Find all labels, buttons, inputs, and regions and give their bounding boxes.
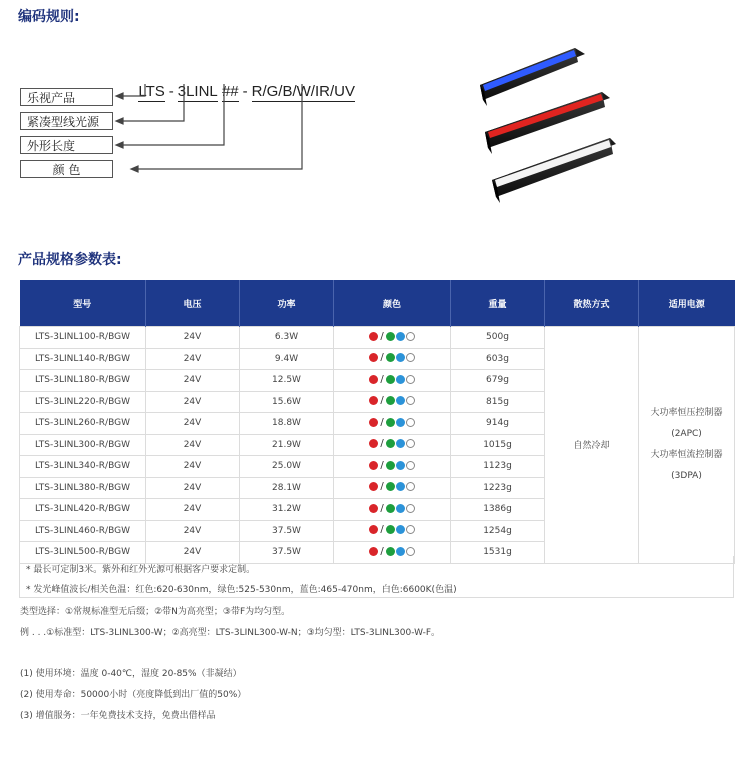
color-dot-icon <box>406 525 415 534</box>
cell-color <box>334 348 451 370</box>
cell-weight: 679g <box>451 370 545 392</box>
cell-power: 6.3W <box>240 327 334 349</box>
color-dots <box>369 395 414 406</box>
code-part-type: 3LINL <box>177 83 218 100</box>
cell-weight: 1531g <box>451 542 545 564</box>
cell-model: LTS-3LINL460-R/BGW <box>20 520 146 542</box>
color-dots <box>369 524 414 535</box>
color-separator: / <box>380 416 384 428</box>
cell-voltage: 24V <box>146 520 240 542</box>
cell-power: 28.1W <box>240 477 334 499</box>
color-separator: / <box>380 352 384 364</box>
code-part-color: R/G/B/W/IR/UV <box>251 83 355 100</box>
cell-weight: 1015g <box>451 434 545 456</box>
header-weight: 重量 <box>451 280 545 327</box>
note-max-length: * 最长可定制3米。紫外和红外光源可根据客户要求定制。 <box>26 565 256 575</box>
cell-color <box>334 327 451 349</box>
color-dot-icon <box>386 547 395 556</box>
cell-weight: 914g <box>451 413 545 435</box>
color-dot-icon <box>386 396 395 405</box>
cell-color <box>334 413 451 435</box>
color-dots <box>369 352 414 363</box>
color-dot-icon <box>406 547 415 556</box>
white-light-bar <box>492 138 616 203</box>
cell-power: 18.8W <box>240 413 334 435</box>
color-dot-icon <box>369 418 378 427</box>
color-dot-icon <box>369 332 378 341</box>
color-dot-icon <box>406 375 415 384</box>
cell-model: LTS-3LINL420-R/BGW <box>20 499 146 521</box>
color-dot-icon <box>386 375 395 384</box>
usage-lifetime: (2) 使用寿命：50000小时（亮度降低到出厂值的50%） <box>20 690 247 700</box>
cell-voltage: 24V <box>146 370 240 392</box>
color-dot-icon <box>406 482 415 491</box>
color-separator: / <box>380 395 384 407</box>
color-dot-icon <box>386 504 395 513</box>
cell-power: 9.4W <box>240 348 334 370</box>
cell-power: 37.5W <box>240 520 334 542</box>
power-supply-line: (3DPA) <box>671 470 702 481</box>
color-dot-icon <box>369 547 378 556</box>
color-separator: / <box>380 502 384 514</box>
cell-voltage: 24V <box>146 434 240 456</box>
color-dot-icon <box>396 375 405 384</box>
cell-weight: 1386g <box>451 499 545 521</box>
color-separator: / <box>380 459 384 471</box>
power-supply-line: 大功率恒流控制器 <box>650 449 723 460</box>
cell-model: LTS-3LINL180-R/BGW <box>20 370 146 392</box>
cell-color <box>334 391 451 413</box>
color-dot-icon <box>396 461 405 470</box>
color-dot-icon <box>369 396 378 405</box>
color-dot-icon <box>396 547 405 556</box>
color-dot-icon <box>396 525 405 534</box>
power-supply-line: 大功率恒压控制器 <box>650 407 723 418</box>
color-dots <box>369 460 414 471</box>
cell-power: 31.2W <box>240 499 334 521</box>
color-dot-icon <box>396 396 405 405</box>
blue-light-bar <box>480 48 585 106</box>
color-dot-icon <box>406 461 415 470</box>
cell-model: LTS-3LINL300-R/BGW <box>20 434 146 456</box>
cell-voltage: 24V <box>146 477 240 499</box>
cell-color <box>334 477 451 499</box>
coding-rules-title: 编码规则: <box>18 9 80 25</box>
cell-weight: 1123g <box>451 456 545 478</box>
label-product-type: 紧凑型线光源 <box>20 112 113 130</box>
color-dot-icon <box>386 439 395 448</box>
color-dot-icon <box>406 396 415 405</box>
cell-color <box>334 520 451 542</box>
cell-voltage: 24V <box>146 499 240 521</box>
color-separator: / <box>380 438 384 450</box>
color-dots <box>369 481 414 492</box>
cell-color <box>334 456 451 478</box>
color-dot-icon <box>406 418 415 427</box>
cell-voltage: 24V <box>146 456 240 478</box>
cell-weight: 1223g <box>451 477 545 499</box>
color-dots <box>369 331 414 342</box>
table-header-row <box>20 280 735 327</box>
color-dot-icon <box>396 353 405 362</box>
cell-model: LTS-3LINL340-R/BGW <box>20 456 146 478</box>
color-dot-icon <box>406 353 415 362</box>
label-brand: 乐视产品 <box>20 88 113 106</box>
type-selection-text: 类型选择：①常规标准型无后缀；②带N为高亮型；③带F为均匀型。 <box>20 607 291 617</box>
power-supply-line: (2APC) <box>671 428 702 439</box>
cell-model: LTS-3LINL380-R/BGW <box>20 477 146 499</box>
color-dots <box>369 374 414 385</box>
cell-model: LTS-3LINL140-R/BGW <box>20 348 146 370</box>
color-separator: / <box>380 545 384 557</box>
color-dot-icon <box>396 332 405 341</box>
notes-box <box>19 556 734 598</box>
color-dots <box>369 417 414 428</box>
cell-voltage: 24V <box>146 542 240 564</box>
color-separator: / <box>380 373 384 385</box>
color-dots <box>369 503 414 514</box>
cell-power: 15.6W <box>240 391 334 413</box>
color-dot-icon <box>369 353 378 362</box>
label-color: 颜 色 <box>20 160 113 178</box>
color-dot-icon <box>396 418 405 427</box>
cell-weight: 603g <box>451 348 545 370</box>
cell-power: 37.5W <box>240 542 334 564</box>
cell-model: LTS-3LINL100-R/BGW <box>20 327 146 349</box>
code-separator: - <box>242 83 248 100</box>
color-dot-icon <box>396 504 405 513</box>
color-dot-icon <box>406 332 415 341</box>
table-row <box>20 327 735 349</box>
cell-power: 21.9W <box>240 434 334 456</box>
cell-power: 12.5W <box>240 370 334 392</box>
color-dot-icon <box>386 332 395 341</box>
color-dot-icon <box>406 504 415 513</box>
label-length: 外形长度 <box>20 136 113 154</box>
code-part-length: ## <box>221 83 239 100</box>
color-separator: / <box>380 481 384 493</box>
color-dot-icon <box>386 461 395 470</box>
header-power-supply: 适用电源 <box>639 280 735 327</box>
color-dot-icon <box>386 418 395 427</box>
color-dot-icon <box>386 353 395 362</box>
cell-color <box>334 434 451 456</box>
color-dot-icon <box>369 439 378 448</box>
note-wavelength: * 发光峰值波长/相关色温：红色:620-630nm，绿色:525-530nm，蓝色:465-470nm，白色:6600K(色温) <box>26 585 457 595</box>
cell-voltage: 24V <box>146 327 240 349</box>
cell-power: 25.0W <box>240 456 334 478</box>
color-dot-icon <box>369 375 378 384</box>
color-dot-icon <box>369 504 378 513</box>
product-image <box>470 40 620 210</box>
cell-weight: 500g <box>451 327 545 349</box>
code-separator: - <box>168 83 174 100</box>
header-color: 颜色 <box>334 280 451 327</box>
cell-color <box>334 370 451 392</box>
color-separator: / <box>380 330 384 342</box>
header-power: 功率 <box>240 280 334 327</box>
color-dot-icon <box>386 525 395 534</box>
cell-power-supply <box>639 327 735 564</box>
color-dot-icon <box>396 482 405 491</box>
color-dot-icon <box>406 439 415 448</box>
cell-weight: 1254g <box>451 520 545 542</box>
cell-color <box>334 499 451 521</box>
color-dot-icon <box>396 439 405 448</box>
color-dot-icon <box>369 461 378 470</box>
cell-model: LTS-3LINL220-R/BGW <box>20 391 146 413</box>
color-separator: / <box>380 524 384 536</box>
cell-model: LTS-3LINL260-R/BGW <box>20 413 146 435</box>
header-voltage: 电压 <box>146 280 240 327</box>
usage-environment: (1) 使用环境：温度 0-40℃，湿度 20-85%（非凝结） <box>20 669 242 679</box>
cell-model: LTS-3LINL500-R/BGW <box>20 542 146 564</box>
header-cooling: 散热方式 <box>545 280 639 327</box>
cell-voltage: 24V <box>146 391 240 413</box>
cell-weight: 815g <box>451 391 545 413</box>
color-dots <box>369 438 414 449</box>
cell-voltage: 24V <box>146 348 240 370</box>
header-model: 型号 <box>20 280 146 327</box>
cell-cooling: 自然冷却 <box>545 327 639 564</box>
cell-voltage: 24V <box>146 413 240 435</box>
usage-service: (3) 增值服务：一年免费技术支持，免费出借样品 <box>20 711 216 721</box>
code-part-brand: LTS <box>138 83 165 100</box>
spec-table <box>19 280 735 564</box>
color-dot-icon <box>369 482 378 491</box>
color-dot-icon <box>386 482 395 491</box>
example-text: 例 . . .①标准型：LTS-3LINL300-W；②高亮型：LTS-3LINL300-W-N；③均匀型：LTS-3LINL300-W-F。 <box>20 628 441 638</box>
color-dot-icon <box>369 525 378 534</box>
spec-table-title: 产品规格参数表: <box>18 252 122 268</box>
